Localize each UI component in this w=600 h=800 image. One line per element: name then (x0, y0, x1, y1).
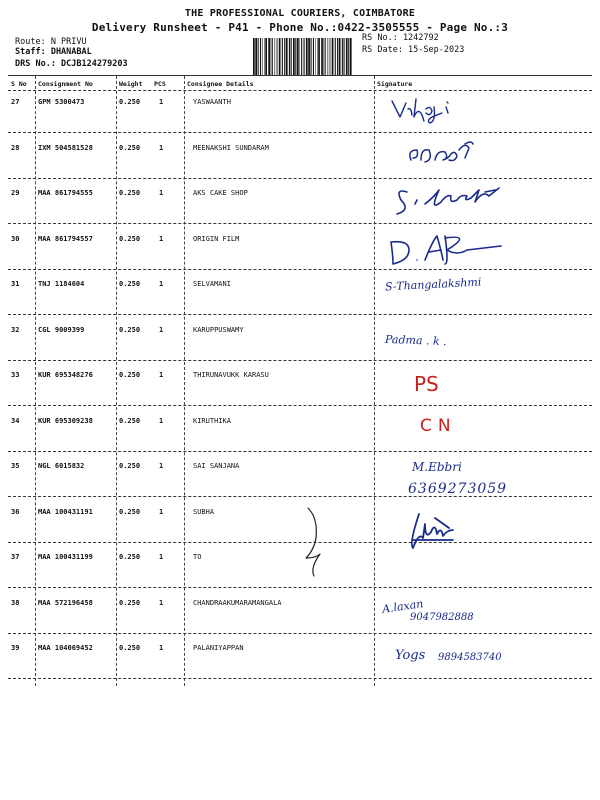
cell-consignment-no: TNJ 1184604 (38, 280, 85, 288)
signature-row-38-name: A.laxan (381, 597, 425, 616)
cell-consignment-no: IXM 504581528 (38, 143, 93, 152)
cell-consignment-no: MAA 100431191 (38, 507, 93, 516)
cell-pcs: 1 (159, 143, 164, 152)
row-divider (8, 678, 592, 679)
cell-consignee: KIRUTHIKA (193, 416, 231, 425)
row-divider (8, 132, 592, 133)
signature-row-36 (405, 510, 465, 555)
signature-row-33: PS (414, 372, 439, 396)
col-header-pcs: PCS (154, 80, 166, 88)
row-divider (8, 633, 592, 634)
signature-row-31: S-Thangalakshmi (384, 275, 482, 294)
cell-pcs: 1 (159, 416, 164, 425)
signature-row-39-phone: 9894583740 (438, 652, 502, 663)
cell-weight: 0.250 (119, 644, 141, 652)
cell-consignment-no: MAA 861794557 (38, 234, 93, 243)
cell-weight: 0.250 (119, 280, 141, 288)
signature-row-28 (395, 140, 495, 172)
table-top-rule (8, 75, 592, 76)
cell-consignment-no: MAA 572196458 (38, 598, 93, 607)
cell-consignee: PALANIYAPPAN (193, 644, 244, 652)
staff-label: Staff: DHANABAL (15, 47, 92, 57)
col-header-consignment: Consignment No (38, 80, 93, 88)
cell-pcs: 1 (159, 644, 164, 652)
cell-consignee: SAI SANJANA (193, 462, 240, 470)
drs-number: DRS No.: DCJB124279203 (15, 59, 128, 69)
row-divider (8, 314, 592, 315)
cell-weight: 0.250 (119, 143, 141, 152)
cell-consignee: CHANDRAAKUMARAMANGALA (193, 598, 282, 607)
col-header-signature: Signature (377, 80, 413, 88)
cell-consignee: SUBHA (193, 507, 215, 516)
cell-weight: 0.250 (119, 98, 141, 106)
route-label: Route: N PRIVU (15, 37, 87, 47)
cell-consignee: SELVAMANI (193, 280, 231, 288)
rs-number: RS No.: 1242792 (362, 33, 439, 43)
signature-row-38-phone: 9047982888 (410, 612, 474, 623)
cell-pcs: 1 (159, 325, 164, 334)
barcode (252, 38, 352, 76)
signature-row-39-name: Yogs (395, 648, 426, 663)
col-header-consignee: Consignee Details (187, 80, 254, 88)
cell-pcs: 1 (159, 280, 164, 288)
cell-sno: 32 (11, 325, 20, 334)
cell-pcs: 1 (159, 98, 164, 106)
cell-sno: 35 (11, 462, 20, 470)
cell-sno: 29 (11, 189, 20, 197)
cell-sno: 27 (11, 98, 20, 106)
cell-sno: 39 (11, 644, 20, 652)
cell-consignee: ORIGIN FILM (193, 234, 240, 243)
cell-consignment-no: GPM 5300473 (38, 98, 85, 106)
cell-weight: 0.250 (119, 234, 141, 243)
signature-row-27 (390, 95, 470, 125)
cell-consignment-no: CGL 9009399 (38, 325, 85, 334)
rs-date: RS Date: 15-Sep-2023 (362, 45, 465, 55)
cell-sno: 33 (11, 371, 20, 379)
cell-weight: 0.250 (119, 598, 141, 607)
cell-consignment-no: NGL 6015832 (38, 462, 85, 470)
cell-pcs: 1 (159, 462, 164, 470)
signature-row-35-phone: 6369273059 (408, 481, 508, 497)
cell-sno: 38 (11, 598, 20, 607)
signature-row-30 (385, 230, 525, 270)
row-divider (8, 223, 592, 224)
cell-consignment-no: KUR 695348276 (38, 371, 93, 379)
cell-consignment-no: KUR 695309238 (38, 416, 93, 425)
cell-pcs: 1 (159, 371, 164, 379)
cell-pcs: 1 (159, 553, 164, 561)
cell-sno: 31 (11, 280, 20, 288)
col-divider (35, 76, 36, 686)
cell-pcs: 1 (159, 189, 164, 197)
cell-sno: 34 (11, 416, 20, 425)
cell-sno: 30 (11, 234, 20, 243)
row-divider (8, 451, 592, 452)
cell-consignee: KARUPPUSWAMY (193, 325, 244, 334)
cell-weight: 0.250 (119, 189, 141, 197)
cell-weight: 0.250 (119, 325, 141, 334)
signature-row-34: CN (420, 416, 457, 436)
cell-consignee: TO (193, 553, 202, 561)
col-header-sno: S No (11, 80, 27, 88)
cell-consignee: YASWAANTH (193, 98, 231, 106)
runsheet-title: Delivery Runsheet - P41 - Phone No.:0422-3505555 - Page No.:3 (91, 21, 509, 34)
cell-consignee: THIRUNAVUKK KARASU (193, 371, 269, 379)
cell-sno: 37 (11, 553, 20, 561)
cell-sno: 28 (11, 143, 20, 152)
signature-row-35-name: M.Ebbri (412, 460, 462, 474)
signature-row-32: Padma . k . (384, 332, 447, 349)
row-divider (8, 360, 592, 361)
signature-row-36-37-stroke (300, 500, 330, 590)
cell-pcs: 1 (159, 234, 164, 243)
company-title: THE PROFESSIONAL COURIERS, COIMBATORE (184, 8, 416, 19)
cell-pcs: 1 (159, 598, 164, 607)
col-divider (374, 76, 375, 686)
cell-weight: 0.250 (119, 371, 141, 379)
row-divider (8, 405, 592, 406)
signature-row-29 (395, 182, 525, 218)
cell-consignment-no: MAA 100431199 (38, 553, 93, 561)
cell-consignee: MEENAKSHI SUNDARAM (193, 143, 269, 152)
header-bottom-rule (8, 90, 592, 91)
cell-consignment-no: MAA 104069452 (38, 644, 93, 652)
cell-weight: 0.250 (119, 416, 141, 425)
col-divider (116, 76, 117, 686)
cell-weight: 0.250 (119, 507, 141, 516)
cell-weight: 0.250 (119, 553, 141, 561)
cell-weight: 0.250 (119, 462, 141, 470)
cell-sno: 36 (11, 507, 20, 516)
col-divider (184, 76, 185, 686)
cell-consignee: AKS CAKE SHOP (193, 189, 248, 197)
col-header-weight: Weight (119, 80, 143, 88)
cell-pcs: 1 (159, 507, 164, 516)
row-divider (8, 178, 592, 179)
cell-consignment-no: MAA 861794555 (38, 189, 93, 197)
